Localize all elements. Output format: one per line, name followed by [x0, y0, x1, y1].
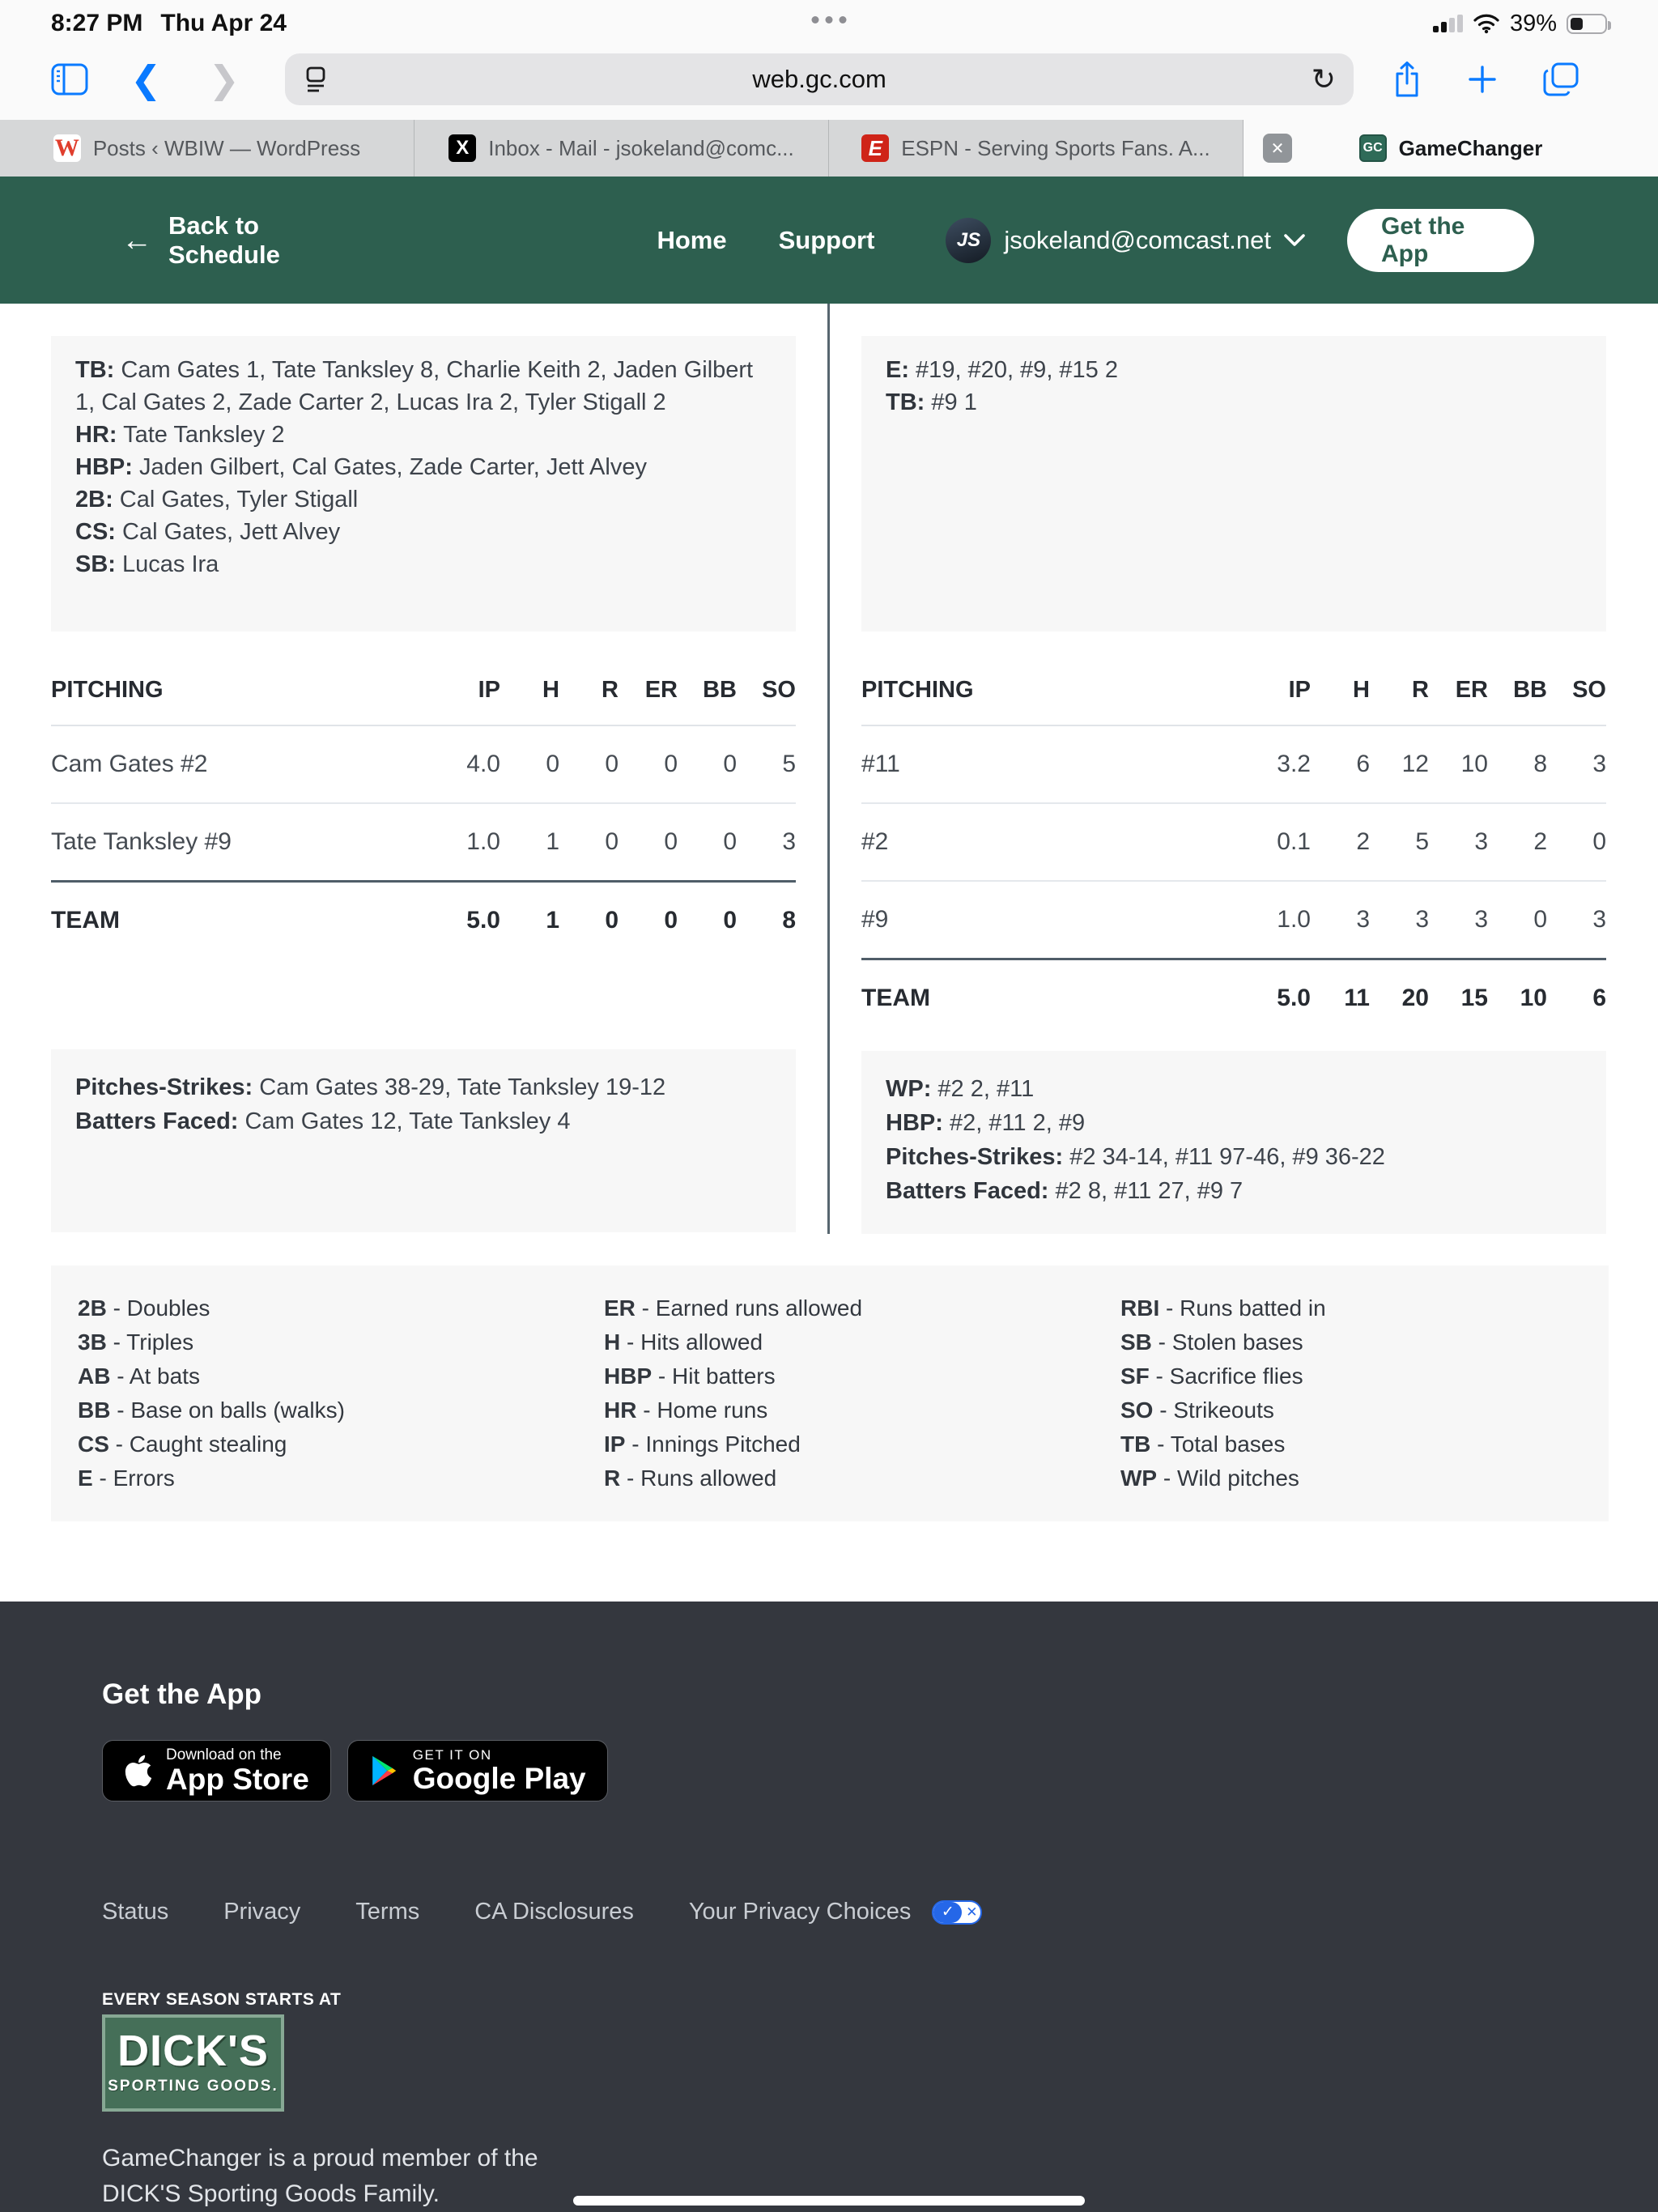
mail-icon: X — [449, 134, 476, 162]
legend-item: ER - Earned runs allowed — [604, 1295, 863, 1321]
tab-gamechanger[interactable] — [1244, 120, 1658, 177]
tab-strip — [0, 120, 1658, 177]
new-tab-icon[interactable] — [1467, 64, 1498, 95]
pitching-table-home — [51, 677, 796, 959]
espn-icon: E — [861, 134, 889, 162]
tab-label: Inbox - Mail - jsokeland@comc... — [488, 135, 794, 160]
table-row: Tate Tanksley #9 1.0 1 0 0 0 3 — [51, 803, 796, 882]
batting-notes-away: E: #19, #20, #9, #15 2 TB: #9 1 — [861, 336, 1606, 632]
table-team-row: TEAM 5.0 1 0 0 0 8 — [51, 882, 796, 959]
get-the-app-button[interactable]: Get the App — [1347, 209, 1534, 272]
dicks-tagline: EVERY SEASON STARTS AT — [102, 1990, 342, 2009]
table-row: #9 1.0 3 3 3 0 3 — [861, 881, 1606, 959]
google-play-icon — [369, 1754, 400, 1788]
legend-item: H - Hits allowed — [604, 1329, 763, 1355]
status-bar — [0, 0, 1658, 39]
battery-percent: 39% — [1509, 10, 1557, 36]
legend-item: R - Runs allowed — [604, 1465, 777, 1491]
sidebar-icon[interactable] — [51, 63, 88, 96]
chevron-down-icon — [1284, 234, 1305, 247]
apple-icon — [124, 1753, 153, 1789]
address-bar[interactable] — [285, 53, 1354, 105]
legend-item: 3B - Triples — [78, 1329, 194, 1355]
link-privacy-choices[interactable]: Your Privacy Choices — [688, 1899, 912, 1925]
footer-heading: Get the App — [102, 1678, 262, 1710]
tab-label: Posts ‹ WBIW — WordPress — [92, 135, 361, 160]
user-menu[interactable] — [946, 218, 1305, 263]
legend-item: TB - Total bases — [1120, 1431, 1286, 1457]
back-icon[interactable]: ❮ — [130, 58, 162, 100]
legend-item: E - Errors — [78, 1465, 175, 1491]
multitask-dots-icon — [812, 16, 847, 23]
back-label: Back to Schedule — [168, 211, 280, 269]
boxscore-content — [0, 304, 1658, 1602]
column-divider — [827, 304, 830, 1234]
back-arrow-icon: ← — [121, 223, 152, 257]
safari-toolbar — [0, 39, 1658, 120]
legend-item: HBP - Hit batters — [604, 1363, 776, 1389]
close-tab-icon[interactable]: ✕ — [1263, 134, 1292, 163]
tab-label: ESPN - Serving Sports Fans. A... — [901, 135, 1210, 160]
cellular-signal-icon — [1433, 15, 1463, 32]
app-store-badge[interactable]: Download on the App Store — [102, 1740, 331, 1802]
legend-item: SF - Sacrifice flies — [1120, 1363, 1303, 1389]
link-privacy[interactable]: Privacy — [223, 1899, 301, 1925]
legend-item: RBI - Runs batted in — [1120, 1295, 1326, 1321]
home-indicator[interactable] — [573, 2196, 1085, 2206]
reader-icon[interactable] — [303, 66, 329, 93]
legend-item: CS - Caught stealing — [78, 1431, 287, 1457]
share-icon[interactable] — [1392, 61, 1422, 98]
gamechanger-icon: GC — [1359, 134, 1387, 162]
date: Thu Apr 24 — [160, 10, 287, 36]
app-header — [0, 177, 1658, 304]
tab-wordpress[interactable] — [0, 120, 414, 177]
table-header-row: PITCHING IP H R ER BB SO — [861, 677, 1606, 725]
legend-item: WP - Wild pitches — [1120, 1465, 1299, 1491]
legend-item: SO - Strikeouts — [1120, 1397, 1274, 1423]
avatar: JS — [946, 218, 991, 263]
dicks-logo[interactable]: DICK'S SPORTING GOODS. — [102, 2014, 284, 2112]
batting-notes-home: TB: Cam Gates 1, Tate Tanksley 8, Charlie Keith 2, Jaden Gilbert 1, Cal Gates 2, Zade Carter 2, Lucas Ira 2, Tyler Stigall 2 HR: Tate Tanksley 2 HBP: Jaden Gilbert, Cal Gates, Zade Carter, Jett Alvey 2B: Cal Gates, Tyler Stigall CS: Cal Gates, Jett Alvey SB: Lucas Ira — [51, 336, 796, 632]
pitching-notes-home: Pitches-Strikes: Cam Gates 38-29, Tate Tanksley 19-12 Batters Faced: Cam Gates 12, Tate Tanksley 4 — [51, 1049, 796, 1232]
table-row: Cam Gates #2 4.0 0 0 0 0 5 — [51, 725, 796, 803]
tab-label: GameChanger — [1398, 135, 1543, 160]
nav-support[interactable]: Support — [778, 225, 875, 254]
clock: 8:27 PM — [51, 10, 143, 36]
wordpress-icon: W — [54, 134, 79, 161]
tabs-icon[interactable] — [1543, 62, 1579, 96]
link-terms[interactable]: Terms — [355, 1899, 420, 1925]
browser-chrome — [0, 0, 1658, 120]
away-team-column — [861, 304, 1606, 1234]
legend-item: BB - Base on balls (walks) — [78, 1397, 345, 1423]
table-row: #11 3.2 6 12 10 8 3 — [861, 725, 1606, 803]
pitching-notes-away: WP: #2 2, #11 HBP: #2, #11 2, #9 Pitches-Strikes: #2 34-14, #11 97-46, #9 36-22 Batters Faced: #2 8, #11 27, #9 7 — [861, 1051, 1606, 1234]
reload-icon[interactable]: ↻ — [1311, 62, 1337, 96]
legend-item: SB - Stolen bases — [1120, 1329, 1303, 1355]
google-play-badge[interactable]: GET IT ON Google Play — [347, 1740, 608, 1802]
legend-item: AB - At bats — [78, 1363, 200, 1389]
privacy-choices-icon[interactable]: ✓ ✕ — [932, 1900, 982, 1925]
table-team-row: TEAM 5.0 11 20 15 10 6 — [861, 959, 1606, 1037]
link-ca-disclosures[interactable]: CA Disclosures — [474, 1899, 634, 1925]
wifi-icon — [1473, 13, 1500, 34]
legend-item: HR - Home runs — [604, 1397, 768, 1423]
link-status[interactable]: Status — [102, 1899, 169, 1925]
legend-item: 2B - Doubles — [78, 1295, 210, 1321]
pitching-table-away — [861, 677, 1606, 1036]
tab-mail[interactable] — [414, 120, 829, 177]
forward-icon[interactable]: ❯ — [208, 58, 240, 100]
back-to-schedule-button[interactable] — [121, 211, 344, 270]
user-email: jsokeland@comcast.net — [1004, 225, 1271, 254]
dicks-sponsor-block — [102, 1990, 1658, 2212]
legend-item: IP - Innings Pitched — [604, 1431, 801, 1457]
dicks-member-text: GameChanger is a proud member of the DICK'S Sporting Goods Family. — [102, 2145, 538, 2207]
site-footer — [0, 1602, 1658, 2212]
abbreviation-legend — [51, 1266, 1609, 1521]
url-text: web.gc.com — [752, 65, 886, 93]
table-header-row: PITCHING IP H R ER BB SO — [51, 677, 796, 725]
nav-home[interactable]: Home — [657, 225, 727, 254]
tab-espn[interactable] — [829, 120, 1244, 177]
home-team-column — [51, 304, 796, 1234]
battery-icon — [1567, 14, 1607, 34]
table-row: #2 0.1 2 5 3 2 0 — [861, 803, 1606, 881]
